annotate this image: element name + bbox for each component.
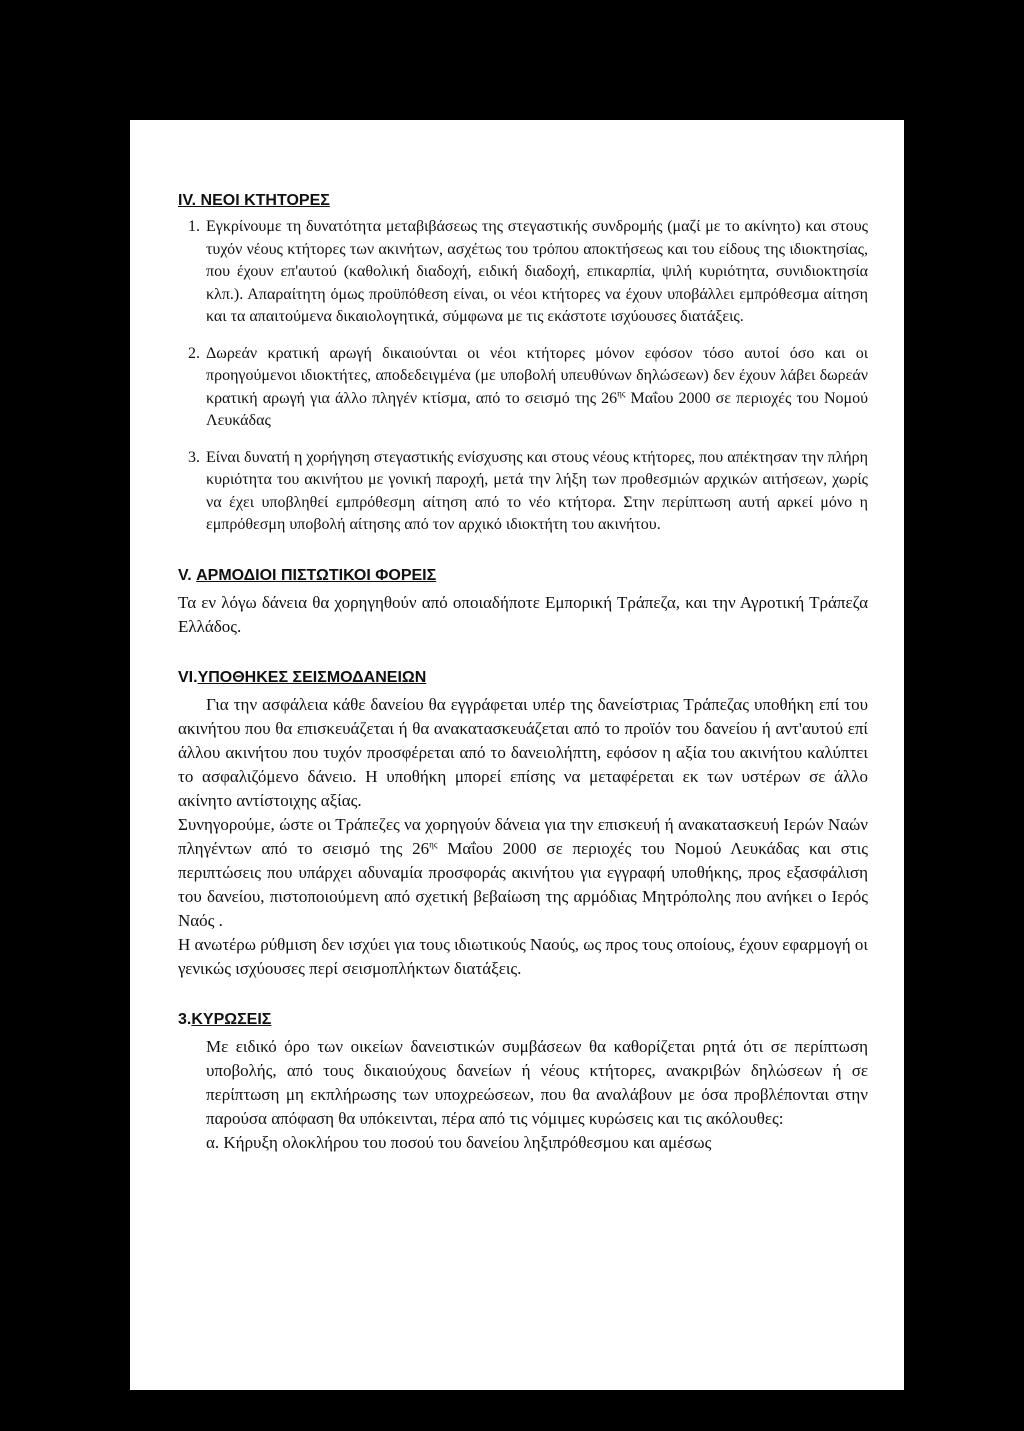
section-heading-sanctions — [178, 1009, 868, 1031]
document-body — [178, 190, 868, 1155]
section-title-new-owners: IV. ΝΕΟΙ ΚΤΗΤΟΡΕΣ — [178, 192, 330, 209]
section-prefix: V. — [178, 566, 197, 584]
section-mortgages — [178, 667, 868, 981]
list-item — [178, 447, 868, 537]
mortgages-paragraph-3: Η ανωτέρω ρύθμιση δεν ισχύει για τους ιδιωτικούς Ναούς, ως προς τους οποίους, έχουν εφαρμογή οι γενικώς ισχύουσες περί σεισμοπλήκτων διατάξεις. — [178, 934, 868, 978]
paragraph-text-continued: Μαΐου 2000 σε περιοχές του Νομού Λευκάδας και στις περιπτώσεις που υπάρχει αδυναμία προσφοράς ακινήτου για εγγραφή υποθήκης, προς εξασφάλιση του δανείου, πιστοποιούμενη από σχετική βεβαίωση της αρμόδιας Μητρόπολης που ανήκει ο Ιερός Ναός . — [178, 838, 869, 930]
spacer — [178, 995, 868, 1009]
ordinal-superscript: ης — [617, 388, 626, 399]
list-item — [178, 343, 868, 433]
spacer — [178, 551, 868, 565]
section-title-credit-institutions: ΑΡΜΟΔΙΟΙ ΠΙΣΤΩΤΙΚΟΙ ΦΟΡΕΙΣ — [196, 566, 437, 584]
item-number: 1. — [188, 218, 200, 235]
section-title-sanctions: ΚΥΡΩΣΕΙΣ — [191, 1010, 272, 1028]
ordinal-superscript: ης — [429, 838, 438, 849]
item-text: Εγκρίνουμε τη δυνατότητα μεταβιβάσεως της στεγαστικής συνδρομής (μαζί με το ακίνητο) και στους τυχόν νέους κτήτορες των ακινήτων, ασχέτως του τρόπου αποκτήσεως και του είδους της ιδιοκτησίας, που έχουν επ'αυτού (καθολική διαδοχή, ειδική διαδοχή, επικαρπία, ψιλή κυριότητα, συνιδιοκτησία κλπ.). Απαραίτητη όμως προϋπόθεση είναι, οι νέοι κτήτορες να έχουν υποβάλλει εμπρόθεσμα αίτηση και τα απαιτούμενα δικαιολογητικά, σύμφωνα με τις εκάστοτε ισχύουσες διατάξεις. — [206, 218, 868, 325]
item-text: Είναι δυνατή η χορήγηση στεγαστικής ενίσχυσης και στους νέους κτήτορες, που απέκτησαν την πλήρη κυριότητα του ακινήτου με γονική παροχή, μετά την λήξη των προθεσμιών αρχικών αιτήσεων, χωρίς να έχει υποβληθεί εμπρόθεσμη αίτηση από το νέο κτήτορα. Στην περίπτωση αυτή αρκεί μόνο η εμπρόθεσμη υποβολή αίτησης από τον αρχικό ιδιοκτήτη του ακινήτου. — [206, 448, 868, 533]
item-number: 2. — [188, 344, 200, 362]
spacer — [178, 639, 868, 653]
item-text: Δωρεάν κρατική αρωγή δικαιούνται οι νέοι κτήτορες μόνον εφόσον τόσο αυτοί όσο και οι προηγούμενοι ιδιοκτήτες, αποδεδειγμένα (με υποβολή υπευθύνων δηλώσεων) δεν έχουν λάβει δωρεάν κρατική αρωγή για άλλο πληγέν κτίσμα, από το σεισμό της 26 — [206, 344, 868, 407]
paragraph-text: Συνηγορούμε, ώστε οι Τράπεζες να χορηγούν δάνεια για την επισκευή ή ανακατασκευή Ιερών Ναών πληγέντων από το σεισμό της 26 — [178, 814, 868, 858]
spacer — [178, 981, 868, 995]
section-prefix: VI. — [178, 668, 198, 686]
credit-institutions-text: Τα εν λόγω δάνεια θα χορηγηθούν από οποιαδήποτε Εμπορική Τράπεζα, και την Αγροτική Τράπεζα Ελλάδος. — [178, 592, 868, 636]
section-sanctions — [178, 1009, 868, 1155]
section-heading-mortgages — [178, 667, 868, 689]
new-owners-list — [178, 216, 868, 537]
sanctions-paragraph: Με ειδικό όρο των οικείων δανειστικών συμβάσεων θα καθορίζεται ρητά ότι σε περίπτωση υποβολής, από τους δικαιούχους δανείων ή νέους κτήτορες, ανακριβών δηλώσεων ή σε περίπτωση μη εκπλήρωσης των υποχρεώσεων, που θα αναλάβουν με όσα προβλέπονται στην παρούσα απόφαση θα υπόκεινται, πέρα από τις νόμιμες κυρώσεις και τις ακόλουθες: — [206, 1036, 868, 1128]
item-text-continued: Μαΐου 2000 σε περιοχές του Νομού Λευκάδας — [206, 389, 868, 429]
section-new-owners — [178, 190, 868, 537]
sanctions-item-a: α. Κήρυξη ολοκλήρου του ποσού του δανείου ληξιπρόθεσμου και αμέσως — [206, 1132, 712, 1152]
spacer — [178, 653, 868, 667]
section-credit-institutions — [178, 565, 868, 639]
mortgages-paragraph-1: Για την ασφάλεια κάθε δανείου θα εγγράφεται υπέρ της δανείστριας Τράπεζας υποθήκη επί του ακινήτου που θα επισκευάζεται ή θα ανακατασκευάζεται από το προϊόν του δανείου ή αντ'αυτού επί άλλου ακινήτου που τυχόν προσφέρεται από το δανειολήπτη, εφόσον η αξία του ακινήτου καλύπτει το ασφαλιζόμενο δάνειο. Η υποθήκη μπορεί επίσης να μεταφέρεται εκ των υστέρων σε άλλο ακίνητο αντίστοιχης αξίας. — [178, 694, 868, 810]
item-number: 3. — [188, 448, 200, 466]
section-heading-credit-institutions — [178, 565, 868, 587]
section-prefix: 3. — [178, 1010, 192, 1028]
section-heading-new-owners — [178, 190, 868, 212]
mortgages-paragraph-2 — [178, 813, 868, 933]
section-title-mortgages: ΥΠΟΘΗΚΕΣ ΣΕΙΣΜΟΔΑΝΕΙΩΝ — [197, 668, 427, 686]
list-item — [178, 216, 868, 329]
